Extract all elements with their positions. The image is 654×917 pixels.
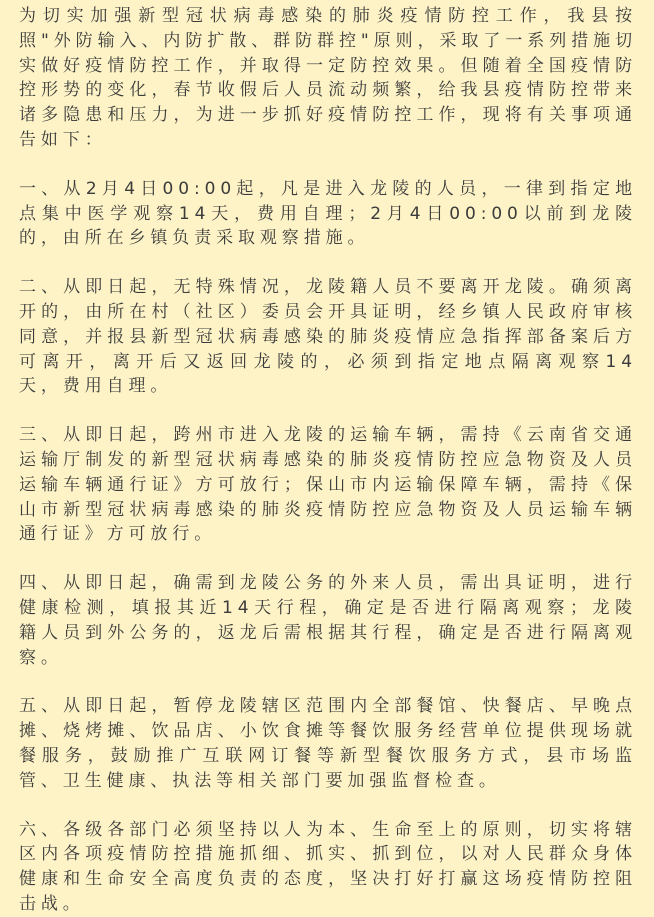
item-4-paragraph: 四、从即日起，确需到龙陵公务的外来人员，需出具证明，进行健康检测，填报其近14天行程，确定是否进行隔离观察；龙陵籍人员到外公务的，返龙后需根据其行程，确定是否进行隔离观察。 [19, 573, 637, 668]
item-2-paragraph: 二、从即日起，无特殊情况，龙陵籍人员不要离开龙陵。确须离开的，由所在村（社区）委员会开具证明，经乡镇人民政府审核同意，并报县新型冠状病毒感染的肺炎疫情应急指挥部备案后方可离开，离开后又返回龙陵的，必须到指定地点隔离观察14天，费用自理。 [19, 277, 637, 397]
item-6-paragraph: 六、各级各部门必须坚持以人为本、生命至上的原则，切实将辖区内各项疫情防控措施抓细、抓实、抓到位，以对人民群众身体健康和生命安全高度负责的态度，坚决打好打赢这场疫情防控阻击战。 [19, 819, 637, 914]
item-3-paragraph: 三、从即日起，跨州市进入龙陵的运输车辆，需持《云南省交通运输厅制发的新型冠状病毒感染的肺炎疫情防控应急物资及人员运输车辆通行证》方可放行；保山市内运输保障车辆，需持《保山市新型冠状病毒感染的肺炎疫情防控应急物资及人员运输车辆通行证》方可放行。 [19, 425, 637, 545]
item-5-paragraph: 五、从即日起，暂停龙陵辖区范围内全部餐馆、快餐店、早晚点摊、烧烤摊、饮品店、小饮食摊等餐饮服务经营单位提供现场就餐服务，鼓励推广互联网订餐等新型餐饮服务方式，县市场监管、卫生健康、执法等相关部门要加强监督检查。 [19, 696, 637, 791]
intro-paragraph: 为切实加强新型冠状病毒感染的肺炎疫情防控工作，我县按照"外防输入、内防扩散、群防群控"原则，采取了一系列措施切实做好疫情防控工作，并取得一定防控效果。但随着全国疫情防控形势的变化，春节收假后人员流动频繁，给我县疫情防控带来诸多隐患和压力，为进一步抓好疫情防控工作，现将有关事项通告如下： [19, 6, 637, 150]
item-1-paragraph: 一、从2月4日00:00起，凡是进入龙陵的人员，一律到指定地点集中医学观察14天，费用自理；2月4日00:00以前到龙陵的，由所在乡镇负责采取观察措施。 [19, 178, 637, 249]
